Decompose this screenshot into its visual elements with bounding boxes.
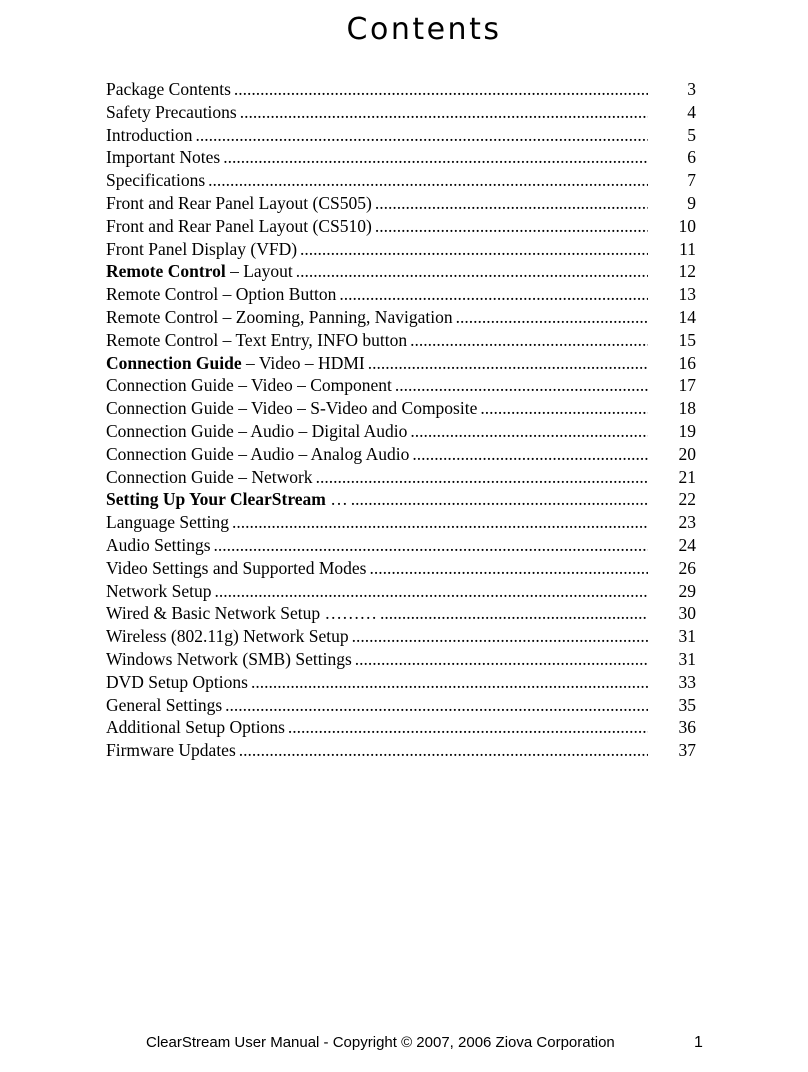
dot-leader — [208, 169, 648, 192]
toc-entry-text: Remote Control – Zooming, Panning, Navigation — [106, 306, 453, 327]
toc-entry-page: 37 — [678, 740, 696, 761]
toc-entry[interactable] — [106, 580, 696, 603]
toc-entry-title — [106, 694, 222, 717]
toc-entry-text: Video Settings and Supported Modes — [106, 557, 367, 578]
dot-leader — [410, 329, 648, 352]
toc-entry-page: 31 — [678, 626, 696, 647]
toc-entry[interactable] — [106, 124, 696, 147]
toc-entry-page: 19 — [678, 420, 696, 441]
toc-entry[interactable] — [106, 329, 696, 352]
toc-entry-page: 11 — [679, 238, 696, 259]
dot-leader — [395, 374, 648, 397]
toc-entry-page: 9 — [687, 192, 696, 213]
toc-entry[interactable] — [106, 648, 696, 671]
toc-entry-title — [106, 557, 366, 580]
toc-entry-page: 30 — [678, 603, 696, 624]
toc-entry[interactable] — [106, 716, 696, 739]
dot-leader — [234, 78, 648, 101]
dot-leader — [296, 260, 648, 283]
toc-entry-text: Network Setup — [106, 580, 212, 601]
dot-leader — [380, 602, 648, 625]
toc-entry-title — [106, 580, 211, 603]
toc-entry-title — [106, 716, 285, 739]
dot-leader — [251, 671, 648, 694]
toc-entry[interactable] — [106, 534, 696, 557]
toc-entry-page: 31 — [678, 648, 696, 669]
toc-entry-text: … — [325, 489, 348, 510]
toc-entry-text: Remote Control – Text Entry, INFO button — [106, 329, 408, 350]
dot-leader — [369, 557, 648, 580]
toc-entry-heading: Remote Control — [106, 261, 226, 282]
toc-entry-page: 33 — [678, 671, 696, 692]
toc-entry-title — [106, 534, 211, 557]
toc-entry-title — [106, 374, 392, 397]
toc-entry-text: Language Setting — [106, 512, 229, 533]
dot-leader — [480, 397, 648, 420]
toc-entry[interactable] — [106, 625, 696, 648]
toc-entry-text: Wireless (802.11g) Network Setup — [106, 626, 349, 647]
toc-entry-text: Front Panel Display (VFD) — [106, 238, 298, 259]
toc-entry-title — [106, 739, 236, 762]
dot-leader — [410, 420, 648, 443]
dot-leader — [456, 306, 648, 329]
toc-entry-page: 3 — [687, 79, 696, 99]
dot-leader — [368, 352, 648, 375]
toc-entry-title — [106, 146, 220, 169]
toc-entry[interactable] — [106, 511, 696, 534]
toc-entry-title — [106, 671, 248, 694]
toc-entry-heading: Connection Guide — [106, 352, 242, 373]
toc-entry-page: 15 — [678, 329, 696, 350]
dot-leader — [223, 146, 648, 169]
toc-entry-page: 4 — [687, 101, 696, 122]
dot-leader — [316, 466, 648, 489]
dot-leader — [355, 648, 648, 671]
toc-entry-title — [106, 511, 229, 534]
toc-entry[interactable] — [106, 671, 696, 694]
toc-entry-title — [106, 443, 409, 466]
toc-entry-text: Remote Control – Option Button — [106, 284, 337, 305]
toc-entry-text: – Layout — [225, 261, 293, 282]
toc-entry-text: Safety Precautions — [106, 101, 237, 122]
toc-entry-title — [106, 329, 407, 352]
toc-entry-title — [106, 124, 193, 147]
toc-entry[interactable] — [106, 397, 696, 420]
toc-entry-text: Front and Rear Panel Layout (CS510) — [106, 215, 372, 236]
toc-entry[interactable] — [106, 238, 696, 261]
dot-leader — [214, 580, 648, 603]
toc-entry-page: 18 — [678, 398, 696, 419]
dot-leader — [300, 238, 648, 261]
toc-entry-text: – Video – HDMI — [241, 352, 365, 373]
toc-entry-text: Important Notes — [106, 147, 221, 168]
toc-entry-text: Firmware Updates — [106, 740, 236, 761]
toc-entry[interactable] — [106, 101, 696, 124]
toc-entry-text: Wired & Basic Network Setup ……… — [106, 603, 377, 624]
toc-entry-title — [106, 78, 231, 101]
toc-entry-page: 16 — [678, 352, 696, 373]
toc-entry-title — [106, 192, 372, 215]
dot-leader — [196, 124, 648, 147]
toc-entry-page: 17 — [678, 375, 696, 396]
toc-entry-text: Connection Guide – Video – Component — [106, 375, 392, 396]
toc-entry-title — [106, 169, 205, 192]
toc-entry[interactable] — [106, 739, 696, 762]
toc-entry-text: DVD Setup Options — [106, 671, 248, 692]
toc-entry-text: Connection Guide – Audio – Analog Audio — [106, 443, 410, 464]
toc-entry[interactable] — [106, 78, 696, 101]
toc-entry[interactable] — [106, 260, 696, 283]
toc-entry-title — [106, 283, 336, 306]
toc-entry[interactable] — [106, 374, 696, 397]
toc-entry-title — [106, 625, 349, 648]
toc-entry-page: 24 — [678, 534, 696, 555]
toc-entry-text: Additional Setup Options — [106, 717, 285, 738]
toc-entry[interactable] — [106, 602, 696, 625]
toc-entry-text: Introduction — [106, 124, 193, 145]
toc-entry-title — [106, 397, 477, 420]
toc-entry-page: 23 — [678, 512, 696, 533]
toc-entry-text: Windows Network (SMB) Settings — [106, 648, 352, 669]
toc-entry-page: 26 — [678, 557, 696, 578]
toc-entry-page: 14 — [678, 306, 696, 327]
toc-entry-page: 13 — [678, 284, 696, 305]
toc-entry-page: 35 — [678, 694, 696, 715]
toc-entry-title — [106, 101, 237, 124]
dot-leader — [412, 443, 648, 466]
toc-entry-text: Connection Guide – Audio – Digital Audio — [106, 420, 408, 441]
toc-entry-title — [106, 260, 293, 283]
toc-entry-page: 6 — [687, 147, 696, 168]
dot-leader — [339, 283, 648, 306]
dot-leader — [375, 215, 648, 238]
toc-entry-text: Specifications — [106, 170, 206, 191]
toc-entry[interactable] — [106, 466, 696, 489]
table-of-contents — [106, 78, 696, 762]
toc-entry[interactable] — [106, 306, 696, 329]
toc-entry[interactable] — [106, 488, 696, 511]
toc-entry-title — [106, 648, 352, 671]
toc-entry-page: 22 — [678, 489, 696, 510]
toc-entry-text: General Settings — [106, 694, 223, 715]
page-title: Contents — [346, 12, 502, 47]
toc-entry-title — [106, 466, 313, 489]
toc-entry[interactable] — [106, 694, 696, 717]
toc-entry-text: Connection Guide – Network — [106, 466, 313, 487]
toc-entry[interactable] — [106, 215, 696, 238]
toc-entry-text: Connection Guide – Video – S-Video and Composite — [106, 398, 478, 419]
toc-entry[interactable] — [106, 420, 696, 443]
toc-entry-page: 7 — [687, 170, 696, 191]
toc-entry-page: 21 — [678, 466, 696, 487]
footer-copyright: ClearStream User Manual - Copyright © 2007, 2006 Ziova Corporation — [146, 1034, 615, 1051]
toc-entry-title — [106, 215, 372, 238]
toc-entry-page: 36 — [678, 717, 696, 738]
toc-entry[interactable] — [106, 557, 696, 580]
toc-entry-page: 12 — [678, 261, 696, 282]
toc-entry-title — [106, 306, 453, 329]
dot-leader — [240, 101, 648, 124]
toc-entry-title — [106, 352, 365, 375]
dot-leader — [288, 716, 648, 739]
toc-entry-page: 10 — [678, 215, 696, 236]
toc-entry[interactable] — [106, 192, 696, 215]
toc-entry[interactable] — [106, 352, 696, 375]
toc-entry-page: 20 — [678, 443, 696, 464]
dot-leader — [239, 739, 648, 762]
page-footer — [0, 1034, 808, 1054]
toc-entry-page: 5 — [687, 124, 696, 145]
dot-leader — [232, 511, 648, 534]
dot-leader — [351, 488, 648, 511]
dot-leader — [352, 625, 648, 648]
toc-entry-title — [106, 488, 348, 511]
toc-entry[interactable] — [106, 169, 696, 192]
toc-entry-text: Audio Settings — [106, 534, 211, 555]
dot-leader — [214, 534, 648, 557]
dot-leader — [375, 192, 648, 215]
toc-entry-text: Package Contents — [106, 79, 231, 99]
toc-entry[interactable] — [106, 443, 696, 466]
dot-leader — [225, 694, 648, 717]
toc-entry-heading: Setting Up Your ClearStream — [106, 489, 326, 510]
toc-entry-title — [106, 238, 297, 261]
footer-page-number: 1 — [694, 1034, 703, 1051]
toc-entry[interactable] — [106, 283, 696, 306]
toc-entry-text: Front and Rear Panel Layout (CS505) — [106, 192, 372, 213]
toc-entry-page: 29 — [678, 580, 696, 601]
toc-entry-title — [106, 602, 377, 625]
toc-entry[interactable] — [106, 146, 696, 169]
toc-entry-title — [106, 420, 407, 443]
